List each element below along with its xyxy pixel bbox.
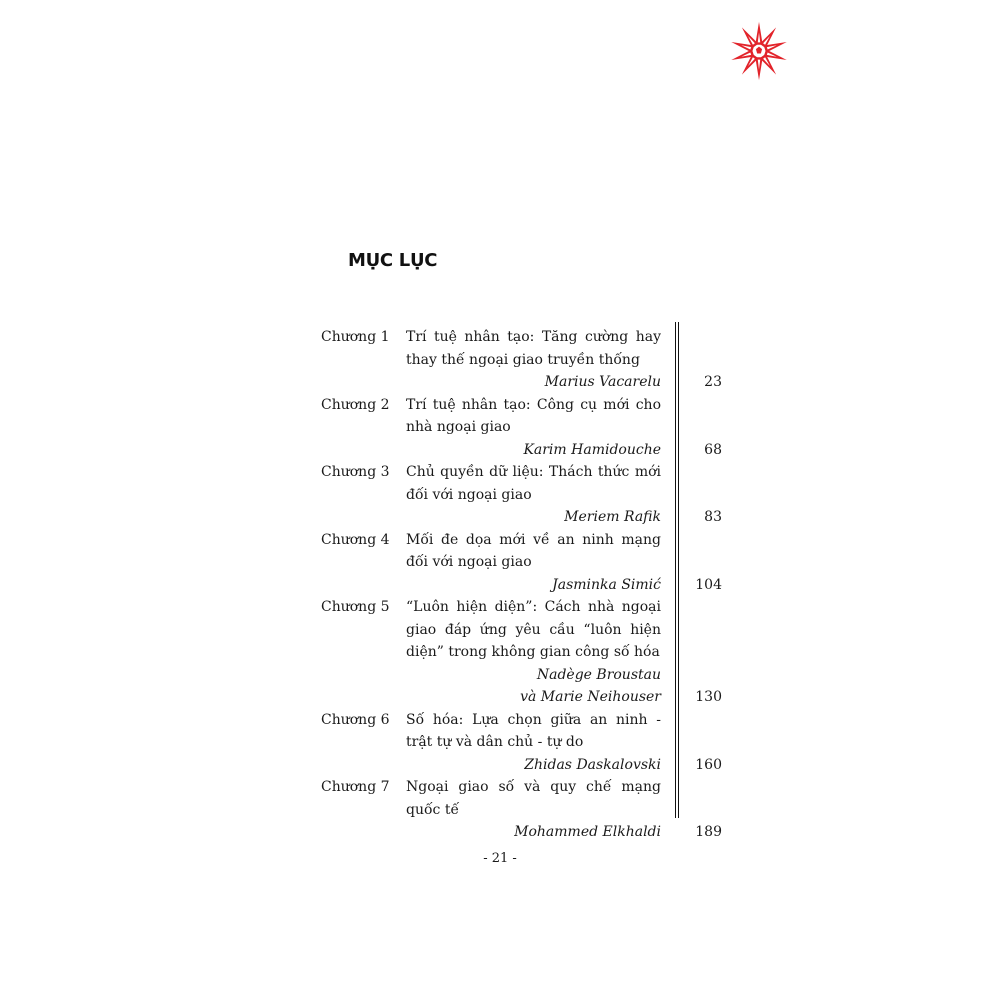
chapter-author: Meriem Rafik (564, 509, 661, 525)
chapter-page-number: 160 (695, 756, 722, 773)
toc-entry[interactable] (321, 529, 731, 597)
page-number-divider (675, 322, 679, 818)
toc-entry[interactable] (321, 776, 731, 844)
chapter-author: Mohammed Elkhaldi (514, 824, 661, 840)
chapter-page-number: 189 (695, 824, 722, 840)
chapter-label: Chương 1 (321, 329, 390, 345)
chapter-label: Chương 3 (321, 464, 390, 480)
chapter-title: Mối đe dọa mới về an ninh mạng đối với ngoại giao (406, 531, 661, 570)
chapter-page-number: 23 (704, 374, 722, 390)
chapter-page-number: 68 (704, 441, 722, 458)
page-number: - 21 - (483, 851, 517, 866)
chapter-label: Chương 6 (321, 711, 390, 728)
chapter-author: và Marie Neihouser (520, 689, 661, 705)
chapter-page-number: 83 (704, 509, 722, 525)
chapter-label: Chương 2 (321, 396, 390, 413)
toc-entry[interactable] (321, 461, 731, 529)
toc-entry[interactable] (321, 709, 731, 777)
author-line (321, 574, 731, 597)
chapter-title: Trí tuệ nhân tạo: Tăng cường hay thay thế ngoại giao truyền thống (406, 329, 661, 368)
chapter-label: Chương 5 (321, 599, 390, 615)
chapter-title: “Luôn hiện diện”: Cách nhà ngoại giao đáp ứng yêu cầu “luôn hiện diện” trong không gian công số hóa (406, 599, 661, 660)
author-line (321, 439, 731, 462)
table-of-contents (321, 326, 731, 844)
author-line (321, 371, 731, 394)
author-line (321, 686, 731, 709)
chapter-author: Karim Hamidouche (523, 441, 661, 458)
chapter-author: Zhidas Daskalovski (524, 756, 661, 773)
chapter-label: Chương 4 (321, 531, 390, 548)
chapter-page-number: 104 (695, 576, 722, 593)
publisher-star-logo (728, 20, 790, 82)
author-line (321, 821, 731, 844)
page-title: MỤC LỤC (348, 250, 438, 271)
chapter-label: Chương 7 (321, 779, 390, 795)
chapter-page-number: 130 (695, 689, 722, 705)
chapter-title: Ngoại giao số và quy chế mạng quốc tế (406, 779, 661, 818)
chapter-title: Chủ quyền dữ liệu: Thách thức mới đối với ngoại giao (406, 464, 661, 503)
chapter-author: Nadège Broustau (536, 666, 661, 683)
author-line (321, 506, 731, 529)
author-line (321, 664, 731, 687)
toc-entry[interactable] (321, 596, 731, 709)
toc-entry[interactable] (321, 326, 731, 394)
author-line (321, 754, 731, 777)
chapter-author: Marius Vacarelu (544, 374, 661, 390)
chapter-author: Jasminka Simić (552, 576, 661, 593)
chapter-title: Số hóa: Lựa chọn giữa an ninh - trật tự và dân chủ - tự do (406, 711, 661, 750)
chapter-title: Trí tuệ nhân tạo: Công cụ mới cho nhà ngoại giao (406, 396, 661, 435)
toc-entry[interactable] (321, 394, 731, 462)
